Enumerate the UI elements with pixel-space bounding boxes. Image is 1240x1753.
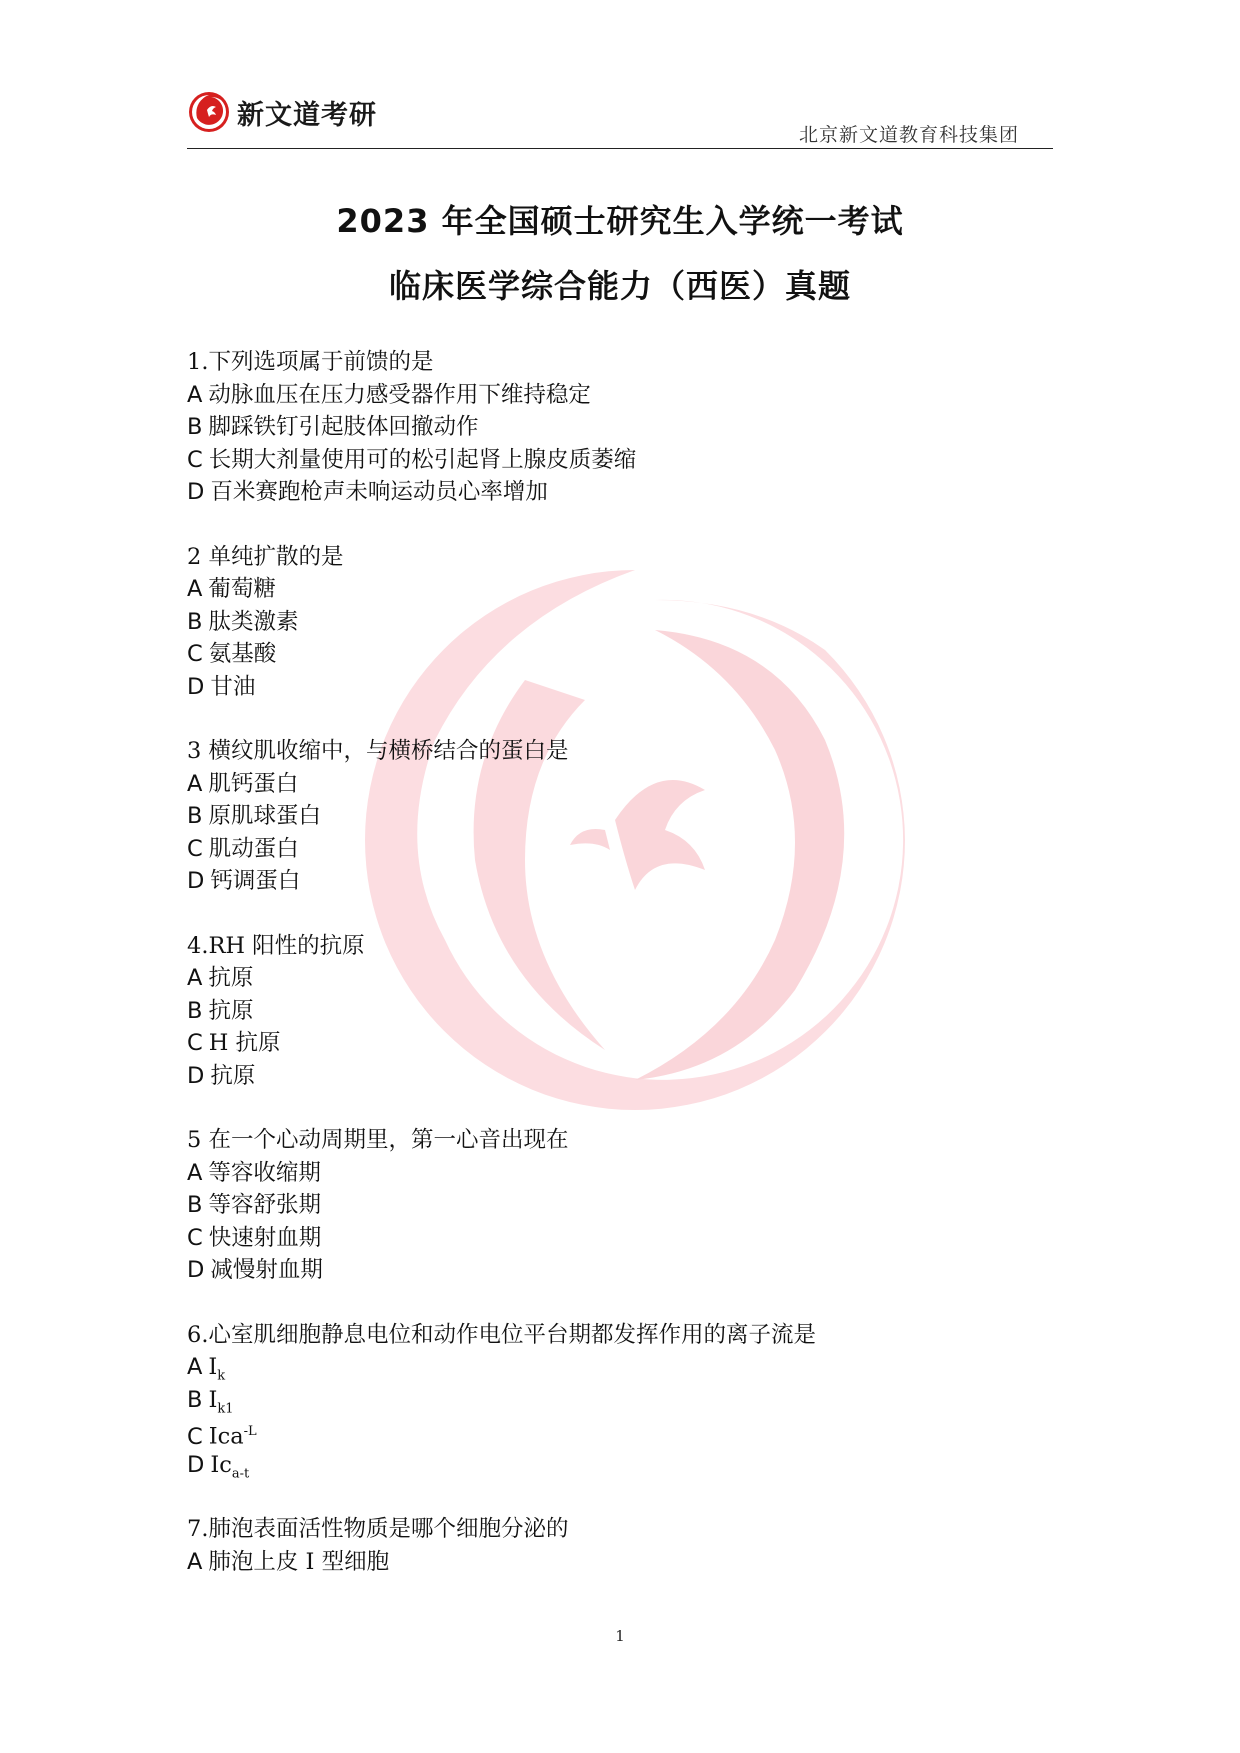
answer-option <box>187 962 1057 995</box>
answer-option <box>187 1222 1057 1255</box>
option-text: Ica <box>208 1423 244 1450</box>
option-text: 减慢射血期 <box>210 1257 323 1283</box>
option-text: 原肌球蛋白 <box>208 803 321 829</box>
answer-option <box>187 1254 1057 1287</box>
question-item <box>187 735 1057 898</box>
header-divider <box>187 148 1053 149</box>
option-letter: B <box>187 414 203 440</box>
option-letter: D <box>187 479 205 505</box>
option-text: 抗原 <box>208 997 254 1024</box>
option-text: 肺泡上皮 I 型细胞 <box>208 1548 390 1575</box>
option-letter: C <box>187 446 203 473</box>
option-text: I <box>208 1386 218 1413</box>
option-letter: A <box>187 381 203 408</box>
option-letter: D <box>187 1257 205 1283</box>
exam-subtitle: 临床医学综合能力（西医）真题 <box>388 267 851 305</box>
question-item <box>187 1319 1057 1482</box>
option-letter: C <box>187 835 203 862</box>
answer-option <box>187 1351 1057 1384</box>
option-text: 动脉血压在压力感受器作用下维持稳定 <box>208 381 591 408</box>
page-number: 1 <box>615 1627 625 1645</box>
option-text: 肌动蛋白 <box>208 835 299 862</box>
option-text: 钙调蛋白 <box>210 868 301 894</box>
question-stem: 1.下列选项属于前馈的是 <box>187 349 434 375</box>
option-text: 肌钙蛋白 <box>208 770 299 797</box>
option-text: 抗原 <box>208 965 254 991</box>
option-text: Ic <box>210 1451 232 1478</box>
question-stem: 7.肺泡表面活性物质是哪个细胞分泌的 <box>187 1516 569 1542</box>
answer-option <box>187 1157 1057 1190</box>
option-letter: A <box>187 1159 203 1186</box>
question-stem: 4.RH 阳性的抗原 <box>187 932 365 959</box>
option-letter: D <box>187 1062 205 1089</box>
option-text: 等容收缩期 <box>208 1159 321 1186</box>
answer-option <box>187 1189 1057 1222</box>
option-text: 长期大剂量使用可的松引起肾上腺皮质萎缩 <box>208 446 637 473</box>
phoenix-logo-icon <box>187 90 231 134</box>
option-text: 甘油 <box>210 673 256 700</box>
question-item <box>187 1513 1057 1578</box>
option-text: H 抗原 <box>208 1030 281 1056</box>
question-item <box>187 930 1057 1093</box>
exam-title: 2023 年全国硕士研究生入学统一考试 <box>336 202 904 240</box>
answer-option <box>187 1060 1057 1093</box>
option-letter: A <box>187 1548 203 1575</box>
option-text: 快速射血期 <box>208 1224 322 1251</box>
option-subscript: k1 <box>217 1401 234 1416</box>
answer-option <box>187 444 1057 477</box>
option-letter: B <box>187 1192 203 1218</box>
option-letter: A <box>187 576 203 602</box>
answer-option <box>187 1416 1057 1449</box>
question-item <box>187 541 1057 704</box>
answer-option <box>187 476 1057 509</box>
option-text: 抗原 <box>210 1062 256 1089</box>
option-subscript: a-t <box>231 1466 250 1481</box>
answer-option <box>187 379 1057 412</box>
option-letter: B <box>187 803 203 829</box>
answer-option <box>187 606 1057 639</box>
answer-option <box>187 638 1057 671</box>
question-list <box>187 346 1057 1610</box>
option-letter: B <box>187 997 203 1024</box>
option-text: 等容舒张期 <box>208 1192 321 1218</box>
question-item <box>187 346 1057 509</box>
question-item <box>187 1124 1057 1287</box>
answer-option <box>187 833 1057 866</box>
answer-option <box>187 573 1057 606</box>
option-letter: A <box>187 770 203 797</box>
question-stem: 2 单纯扩散的是 <box>187 543 344 570</box>
brand-logo <box>187 90 377 134</box>
document-header <box>187 82 1053 152</box>
question-stem: 6.心室肌细胞静息电位和动作电位平台期都发挥作用的离子流是 <box>187 1321 816 1348</box>
option-letter: C <box>187 641 203 667</box>
option-letter: C <box>187 1423 203 1450</box>
answer-option <box>187 768 1057 801</box>
answer-option <box>187 865 1057 898</box>
answer-option <box>187 671 1057 704</box>
answer-option <box>187 1027 1057 1060</box>
option-letter: A <box>187 965 203 991</box>
option-letter: B <box>187 608 203 635</box>
option-text: 百米赛跑枪声未响运动员心率增加 <box>210 479 548 505</box>
question-stem: 5 在一个心动周期里，第一心音出现在 <box>187 1127 569 1153</box>
option-text: 葡萄糖 <box>208 576 276 602</box>
option-letter: C <box>187 1030 203 1056</box>
option-text: I <box>208 1354 218 1380</box>
option-letter: A <box>187 1354 203 1380</box>
answer-option <box>187 411 1057 444</box>
option-letter: B <box>187 1386 203 1413</box>
company-name: 北京新文道教育科技集团 <box>798 124 1019 146</box>
option-letter: D <box>187 1451 205 1478</box>
option-subscript: k <box>217 1368 226 1384</box>
answer-option <box>187 1384 1057 1417</box>
answer-option <box>187 995 1057 1028</box>
option-letter: C <box>187 1224 203 1251</box>
answer-option <box>187 1546 1057 1579</box>
brand-name: 新文道考研 <box>237 99 377 131</box>
question-stem: 3 横纹肌收缩中，与横桥结合的蛋白是 <box>187 738 569 764</box>
option-superscript: -L <box>243 1424 257 1439</box>
answer-option <box>187 800 1057 833</box>
option-text: 肽类激素 <box>208 608 299 635</box>
option-text: 脚踩铁钉引起肢体回撤动作 <box>208 414 479 440</box>
option-text: 氨基酸 <box>208 641 277 667</box>
option-letter: D <box>187 868 205 894</box>
option-letter: D <box>187 673 205 700</box>
answer-option <box>187 1449 1057 1482</box>
